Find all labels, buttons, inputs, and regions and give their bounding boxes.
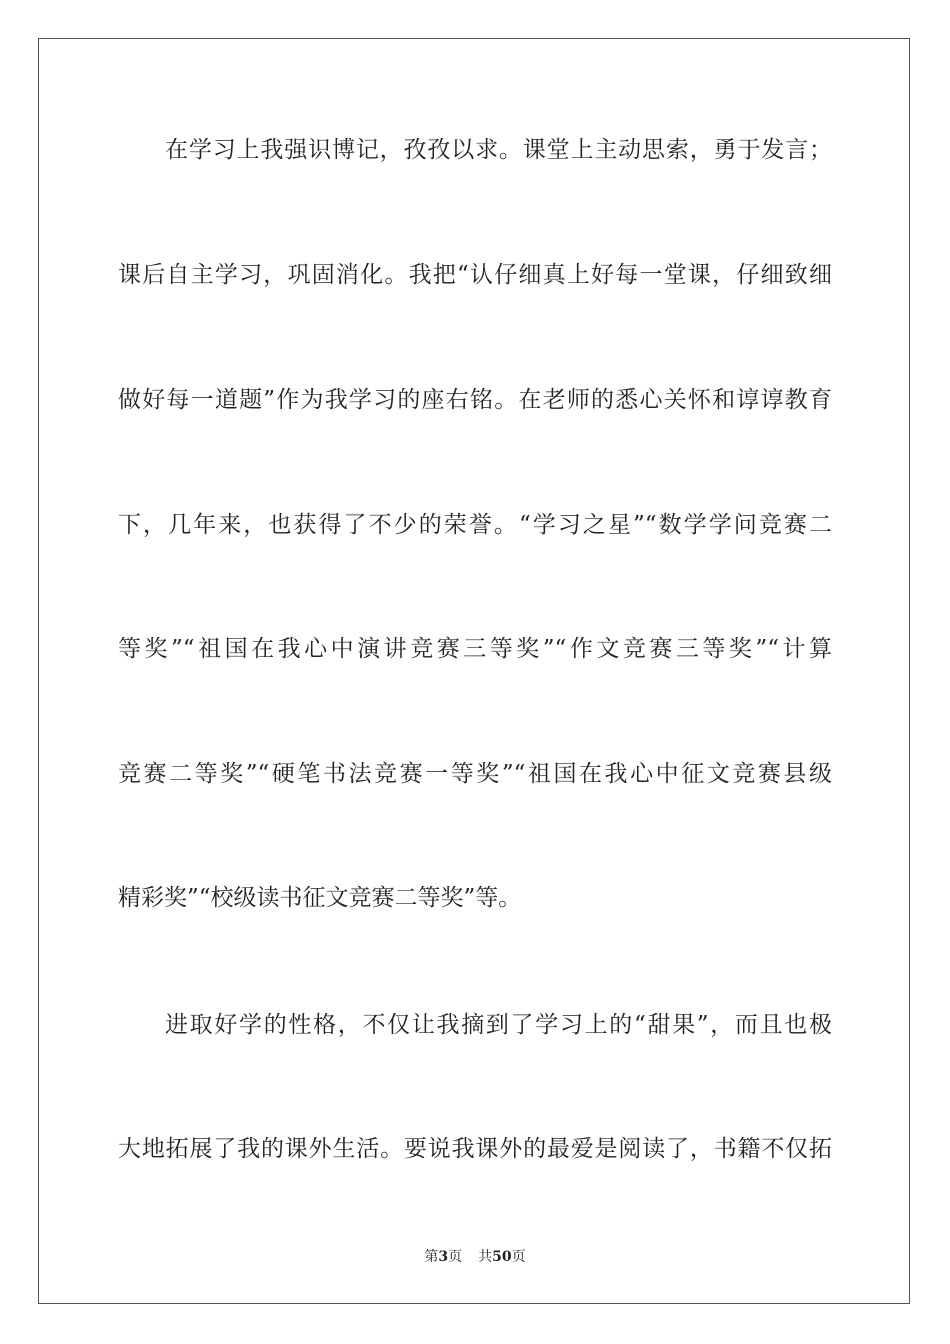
paragraph-1-line-5: 等奖”“祖国在我心中演讲竞赛三等奖”“作文竞赛三等奖”“计算 xyxy=(118,636,832,662)
total-suffix: 页 xyxy=(511,1249,526,1265)
page-prefix: 第 xyxy=(424,1249,439,1265)
paragraph-1-line-2: 课后自主学习，巩固消化。我把“认仔细真上好每一堂课，仔细致细 xyxy=(118,262,832,288)
page-frame xyxy=(38,38,910,1304)
page-footer xyxy=(0,1248,950,1266)
paragraph-1-line-3: 做好每一道题”作为我学习的座右铭。在老师的悉心关怀和谆谆教育 xyxy=(118,387,832,413)
paragraph-2-line-2: 大地拓展了我的课外生活。要说我课外的最爱是阅读了，书籍不仅拓 xyxy=(118,1136,832,1162)
paragraph-1-line-4: 下，几年来，也获得了不少的荣誉。“学习之星”“数学学问竞赛二 xyxy=(118,512,832,538)
paragraph-2-line-1: 进取好学的性格，不仅让我摘到了学习上的“甜果”，而且也极 xyxy=(165,1012,832,1038)
total-prefix: 共 xyxy=(478,1249,493,1265)
page-suffix: 页 xyxy=(448,1249,463,1265)
total-pages: 50 xyxy=(492,1249,512,1265)
paragraph-1-line-6: 竞赛二等奖”“硬笔书法竞赛一等奖”“祖国在我心中征文竞赛县级 xyxy=(118,761,832,787)
paragraph-1-line-1: 在学习上我强识博记，孜孜以求。课堂上主动思索，勇于发言； xyxy=(165,137,832,163)
page-number: 3 xyxy=(438,1249,449,1265)
paragraph-1-line-7: 精彩奖”“校级读书征文竞赛二等奖”等。 xyxy=(118,885,522,911)
